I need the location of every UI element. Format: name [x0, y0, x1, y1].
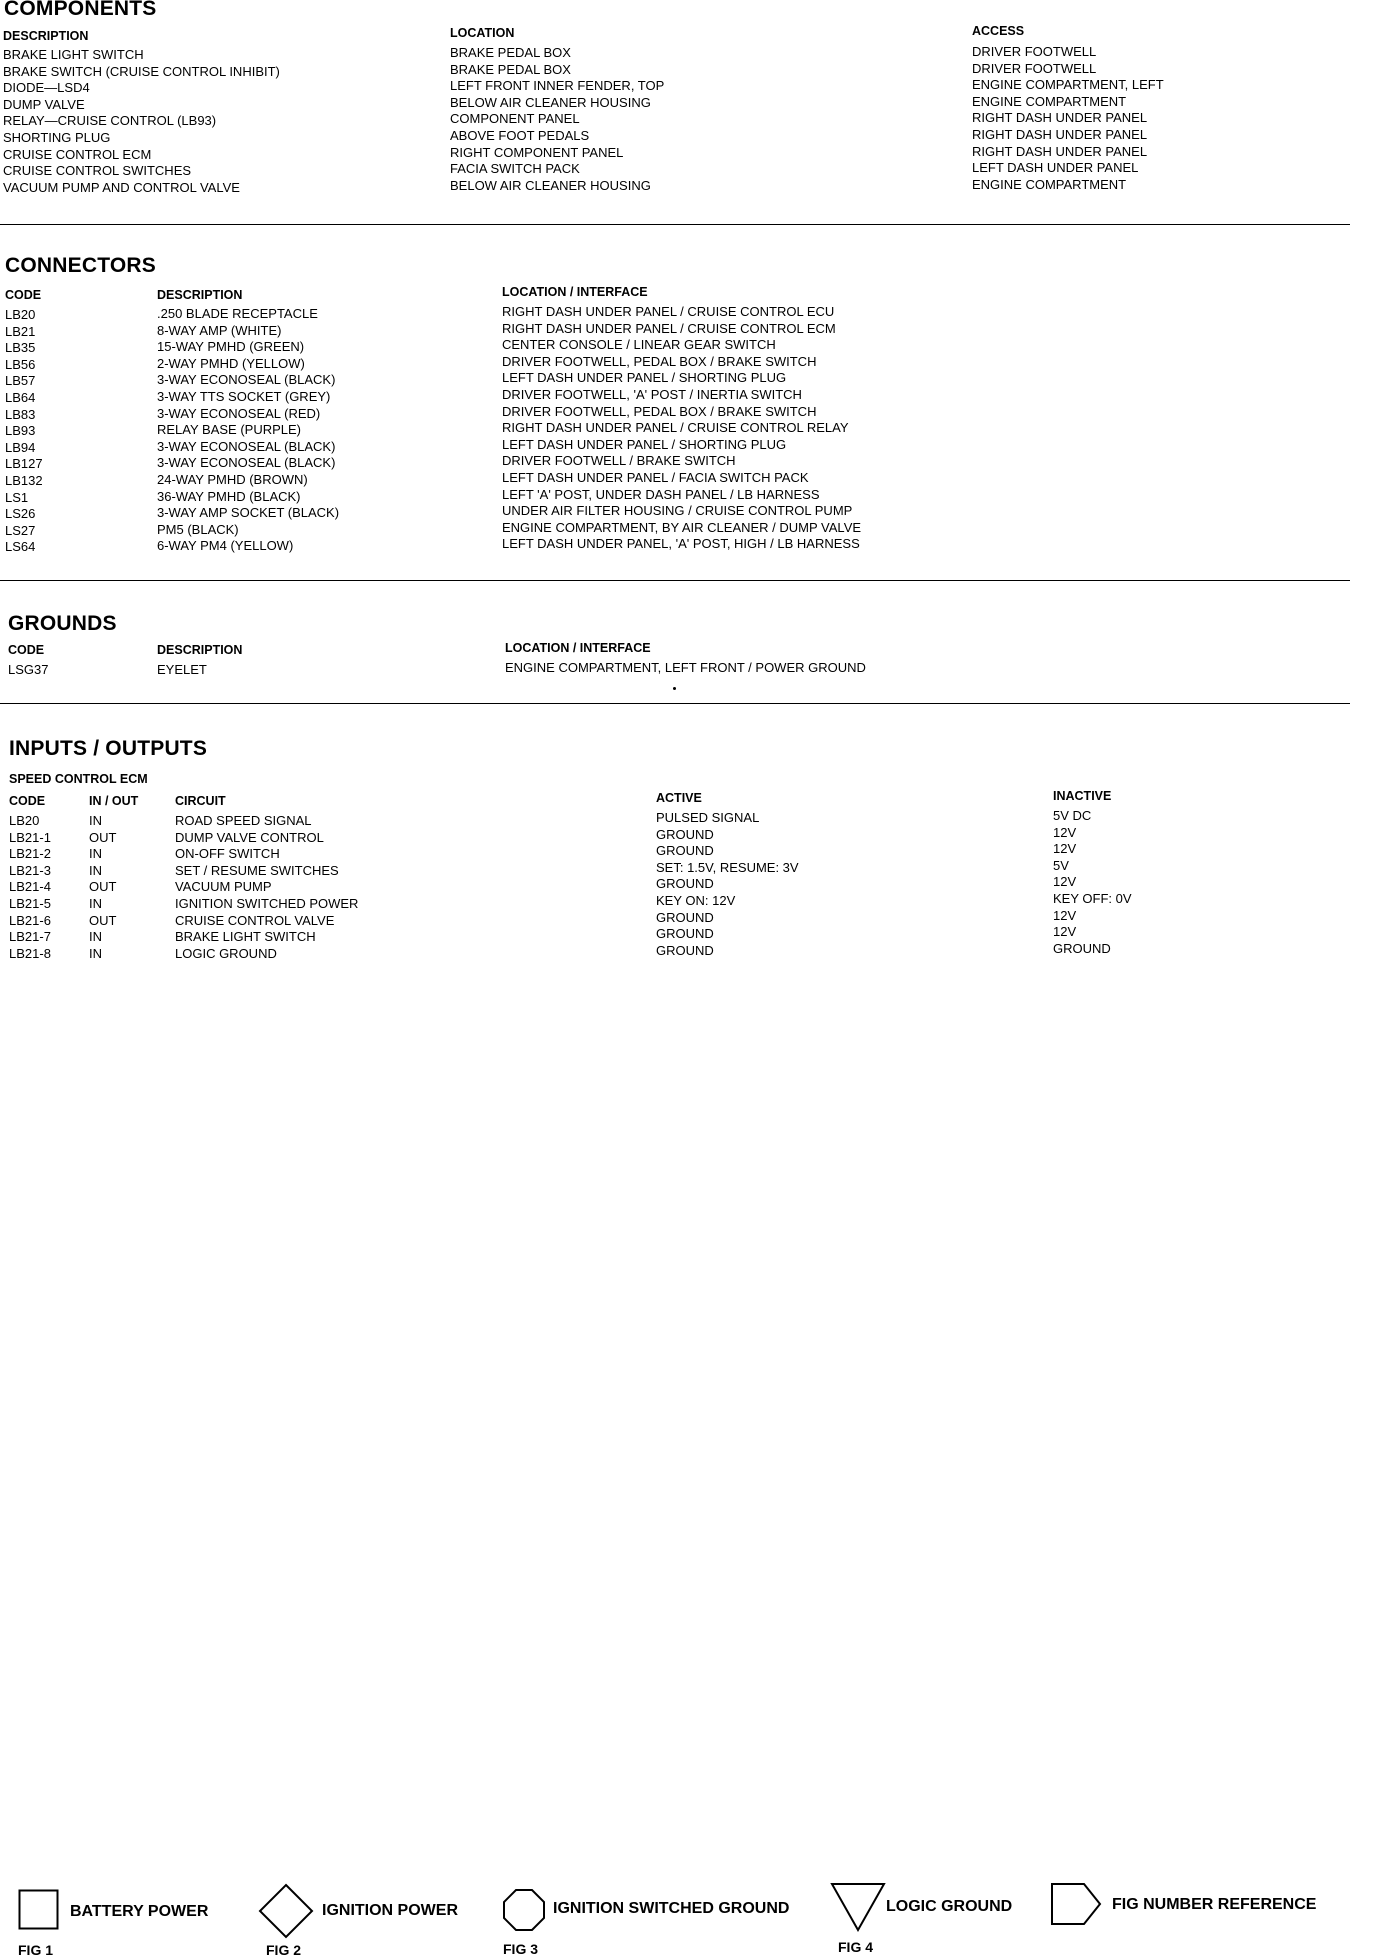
io-inactive-column: [1053, 808, 1132, 957]
table-cell: DIODE—LSD4: [3, 80, 90, 96]
table-cell: RELAY—CRUISE CONTROL (LB93): [3, 113, 217, 129]
table-cell: 15-WAY PMHD (GREEN): [157, 339, 305, 355]
components-location-header: LOCATION: [450, 26, 515, 40]
table-cell: 5V DC: [1053, 808, 1092, 823]
connectors-description-column: [157, 306, 339, 555]
table-cell: LEFT DASH UNDER PANEL / SHORTING PLUG: [502, 436, 787, 452]
grounds-location-column: [505, 660, 866, 677]
table-cell: 5V: [1053, 857, 1069, 873]
table-cell: LB21-8: [9, 945, 51, 961]
connectors-code-header: CODE: [5, 288, 42, 302]
table-cell: ROAD SPEED SIGNAL: [175, 813, 312, 828]
io-active-column: [656, 810, 799, 959]
table-cell: 3-WAY ECONOSEAL (BLACK): [157, 438, 336, 454]
table-cell: LB132: [5, 472, 43, 488]
table-cell: 3-WAY AMP SOCKET (BLACK): [157, 505, 340, 521]
table-cell: CRUISE CONTROL ECM: [3, 146, 152, 162]
square-icon: [18, 1889, 60, 1931]
triangle-icon: [830, 1882, 886, 1932]
table-cell: ON-OFF SWITCH: [175, 846, 280, 862]
table-cell: IN: [89, 929, 102, 945]
table-cell: OUT: [89, 829, 117, 845]
table-cell: LEFT DASH UNDER PANEL / FACIA SWITCH PACK: [502, 469, 809, 485]
table-cell: BRAKE LIGHT SWITCH: [3, 47, 144, 62]
table-cell: RIGHT DASH UNDER PANEL / CRUISE CONTROL RELAY: [502, 420, 849, 436]
table-cell: 3-WAY ECONOSEAL (BLACK): [157, 372, 336, 388]
grounds-location-header: LOCATION / INTERFACE: [505, 641, 651, 655]
grounds-title: GROUNDS: [8, 612, 117, 635]
io-inout-header: IN / OUT: [89, 794, 139, 808]
legend-fig-1: FIG 1: [18, 1942, 54, 1958]
table-cell: EYELET: [157, 662, 207, 677]
table-cell: SHORTING PLUG: [3, 129, 111, 145]
table-cell: RIGHT DASH UNDER PANEL: [972, 143, 1148, 159]
table-cell: LB21-7: [9, 929, 51, 945]
table-cell: LB127: [5, 456, 43, 472]
table-cell: LB21: [5, 323, 36, 339]
table-cell: LB20: [9, 813, 40, 828]
legend-label-logic-ground: LOGIC GROUND: [886, 1898, 1013, 1915]
table-cell: DRIVER FOOTWELL, 'A' POST / INERTIA SWITCH: [502, 386, 802, 402]
grounds-code-column: [8, 662, 48, 679]
legend-label-ignition-power: IGNITION POWER: [322, 1902, 458, 1919]
legend-fig-3: FIG 3: [503, 1941, 539, 1957]
table-cell: LOGIC GROUND: [175, 945, 277, 961]
grounds-code-header: CODE: [8, 643, 45, 657]
table-cell: LEFT DASH UNDER PANEL / SHORTING PLUG: [502, 370, 787, 386]
connectors-code-column: [5, 307, 43, 556]
io-code-column: [9, 813, 51, 962]
table-cell: LB94: [5, 439, 36, 455]
octagon-icon: [502, 1888, 546, 1932]
table-cell: LB83: [5, 406, 36, 422]
table-cell: BELOW AIR CLEANER HOUSING: [450, 177, 651, 193]
legend-fig-2: FIG 2: [266, 1942, 302, 1958]
io-circuit-column: [175, 813, 358, 962]
table-cell: DRIVER FOOTWELL, PEDAL BOX / BRAKE SWITCH: [502, 353, 817, 369]
table-cell: RIGHT DASH UNDER PANEL: [972, 126, 1148, 142]
connectors-description-header: DESCRIPTION: [157, 288, 243, 302]
table-cell: 8-WAY AMP (WHITE): [157, 322, 282, 338]
table-cell: 2-WAY PMHD (YELLOW): [157, 355, 305, 371]
connectors-location-header: LOCATION / INTERFACE: [502, 285, 648, 299]
table-cell: ENGINE COMPARTMENT: [972, 176, 1127, 192]
table-cell: KEY ON: 12V: [656, 892, 736, 908]
table-cell: LB64: [5, 389, 36, 405]
table-cell: IN: [89, 895, 102, 911]
table-cell: GROUND: [656, 826, 714, 842]
section-divider: [0, 224, 1350, 225]
table-cell: LB21-6: [9, 912, 51, 928]
table-cell: DRIVER FOOTWELL: [972, 44, 1097, 59]
section-divider: [0, 580, 1350, 581]
table-cell: 3-WAY TTS SOCKET (GREY): [157, 388, 331, 404]
table-cell: 12V: [1053, 924, 1077, 940]
table-cell: CENTER CONSOLE / LINEAR GEAR SWITCH: [502, 337, 776, 353]
components-access-header: ACCESS: [972, 24, 1025, 38]
table-cell: LEFT DASH UNDER PANEL: [972, 160, 1139, 176]
table-cell: 6-WAY PM4 (YELLOW): [157, 538, 294, 554]
table-cell: 24-WAY PMHD (BROWN): [157, 471, 308, 487]
table-cell: VACUUM PUMP AND CONTROL VALVE: [3, 179, 240, 195]
diamond-icon: [258, 1883, 314, 1939]
table-cell: GROUND: [656, 909, 714, 925]
table-cell: DUMP VALVE CONTROL: [175, 829, 324, 845]
table-cell: RIGHT DASH UNDER PANEL: [972, 110, 1148, 126]
legend-label-fig-number-reference: FIG NUMBER REFERENCE: [1112, 1896, 1317, 1913]
table-cell: LS1: [5, 489, 29, 505]
table-cell: IN: [89, 862, 102, 878]
table-cell: 12V: [1053, 907, 1077, 923]
io-active-header: ACTIVE: [656, 791, 702, 805]
table-cell: RIGHT DASH UNDER PANEL / CRUISE CONTROL ECM: [502, 320, 836, 336]
table-cell: LB93: [5, 423, 36, 439]
table-cell: BRAKE PEDAL BOX: [450, 45, 571, 60]
table-cell: DRIVER FOOTWELL / BRAKE SWITCH: [502, 453, 736, 469]
table-cell: DUMP VALVE: [3, 96, 85, 112]
table-cell: UNDER AIR FILTER HOUSING / CRUISE CONTROL PUMP: [502, 503, 853, 519]
table-cell: LS27: [5, 522, 36, 538]
table-cell: 12V: [1053, 841, 1077, 857]
table-cell: 12V: [1053, 874, 1077, 890]
table-cell: PM5 (BLACK): [157, 521, 239, 537]
table-cell: LB56: [5, 356, 36, 372]
connectors-title: CONNECTORS: [5, 254, 156, 277]
table-cell: GROUND: [656, 876, 714, 892]
grounds-description-header: DESCRIPTION: [157, 643, 243, 657]
io-circuit-header: CIRCUIT: [175, 794, 226, 808]
table-cell: SET / RESUME SWITCHES: [175, 862, 339, 878]
table-cell: KEY OFF: 0V: [1053, 890, 1132, 906]
io-inout-column: [89, 813, 116, 962]
table-cell: .250 BLADE RECEPTACLE: [157, 306, 318, 321]
table-cell: LSG37: [8, 662, 49, 677]
stray-mark: [673, 687, 676, 690]
table-cell: DRIVER FOOTWELL: [972, 60, 1097, 76]
table-cell: 36-WAY PMHD (BLACK): [157, 488, 301, 504]
grounds-description-column: [157, 662, 207, 679]
table-cell: BRAKE LIGHT SWITCH: [175, 929, 316, 945]
table-cell: LS26: [5, 506, 36, 522]
section-divider: [0, 703, 1350, 704]
table-cell: FACIA SWITCH PACK: [450, 161, 580, 177]
table-cell: OUT: [89, 912, 117, 928]
legend-label-ignition-switched-ground: IGNITION SWITCHED GROUND: [553, 1900, 790, 1917]
table-cell: ENGINE COMPARTMENT, BY AIR CLEANER / DUMP VALVE: [502, 519, 862, 535]
table-cell: BELOW AIR CLEANER HOUSING: [450, 94, 651, 110]
components-description-column: [3, 47, 280, 196]
table-cell: LB21-4: [9, 879, 51, 895]
table-cell: GROUND: [656, 926, 714, 942]
table-cell: RIGHT COMPONENT PANEL: [450, 144, 624, 160]
legend-fig-4: FIG 4: [838, 1939, 874, 1955]
table-cell: ENGINE COMPARTMENT: [972, 93, 1127, 109]
table-cell: IN: [89, 813, 102, 828]
table-cell: CRUISE CONTROL VALVE: [175, 912, 335, 928]
table-cell: GROUND: [656, 843, 714, 859]
table-cell: BRAKE PEDAL BOX: [450, 61, 571, 77]
table-cell: DRIVER FOOTWELL, PEDAL BOX / BRAKE SWITCH: [502, 403, 817, 419]
table-cell: ENGINE COMPARTMENT, LEFT: [972, 77, 1164, 93]
table-cell: LB57: [5, 373, 36, 389]
components-access-column: [972, 44, 1164, 193]
table-cell: LEFT FRONT INNER FENDER, TOP: [450, 78, 665, 94]
connectors-location-column: [502, 304, 861, 553]
table-cell: PULSED SIGNAL: [656, 810, 760, 825]
table-cell: OUT: [89, 879, 117, 895]
table-cell: LEFT 'A' POST, UNDER DASH PANEL / LB HARNESS: [502, 486, 820, 502]
table-cell: GROUND: [1053, 940, 1111, 956]
components-description-header: DESCRIPTION: [3, 29, 89, 43]
table-cell: BRAKE SWITCH (CRUISE CONTROL INHIBIT): [3, 63, 280, 79]
table-cell: LB35: [5, 340, 36, 356]
table-cell: 3-WAY ECONOSEAL (BLACK): [157, 455, 336, 471]
table-cell: 3-WAY ECONOSEAL (RED): [157, 405, 321, 421]
table-cell: SET: 1.5V, RESUME: 3V: [656, 859, 799, 875]
table-cell: ABOVE FOOT PEDALS: [450, 127, 590, 143]
table-cell: 12V: [1053, 824, 1077, 840]
table-cell: LB21-3: [9, 862, 51, 878]
table-cell: RIGHT DASH UNDER PANEL / CRUISE CONTROL ECU: [502, 304, 835, 319]
table-cell: LEFT DASH UNDER PANEL, 'A' POST, HIGH / LB HARNESS: [502, 536, 860, 552]
table-cell: IN: [89, 945, 102, 961]
table-cell: RELAY BASE (PURPLE): [157, 422, 302, 438]
io-title: INPUTS / OUTPUTS: [9, 737, 208, 760]
table-cell: LB21-1: [9, 829, 51, 845]
legend-label-battery-power: BATTERY POWER: [70, 1903, 209, 1920]
io-subtitle: SPEED CONTROL ECM: [9, 772, 148, 786]
table-cell: VACUUM PUMP: [175, 879, 272, 895]
table-cell: LB20: [5, 307, 36, 322]
io-inactive-header: INACTIVE: [1053, 789, 1112, 803]
table-cell: COMPONENT PANEL: [450, 111, 580, 127]
table-cell: IN: [89, 846, 102, 862]
table-cell: IGNITION SWITCHED POWER: [175, 895, 359, 911]
table-cell: GROUND: [656, 942, 714, 958]
io-code-header: CODE: [9, 794, 46, 808]
table-cell: ENGINE COMPARTMENT, LEFT FRONT / POWER GROUND: [505, 660, 866, 675]
table-cell: LB21-5: [9, 895, 51, 911]
table-cell: LB21-2: [9, 846, 51, 862]
table-cell: CRUISE CONTROL SWITCHES: [3, 163, 192, 179]
components-title: COMPONENTS: [4, 0, 157, 20]
pentagon-arrow-icon: [1050, 1882, 1102, 1926]
table-cell: LS64: [5, 539, 36, 555]
components-location-column: [450, 45, 664, 194]
